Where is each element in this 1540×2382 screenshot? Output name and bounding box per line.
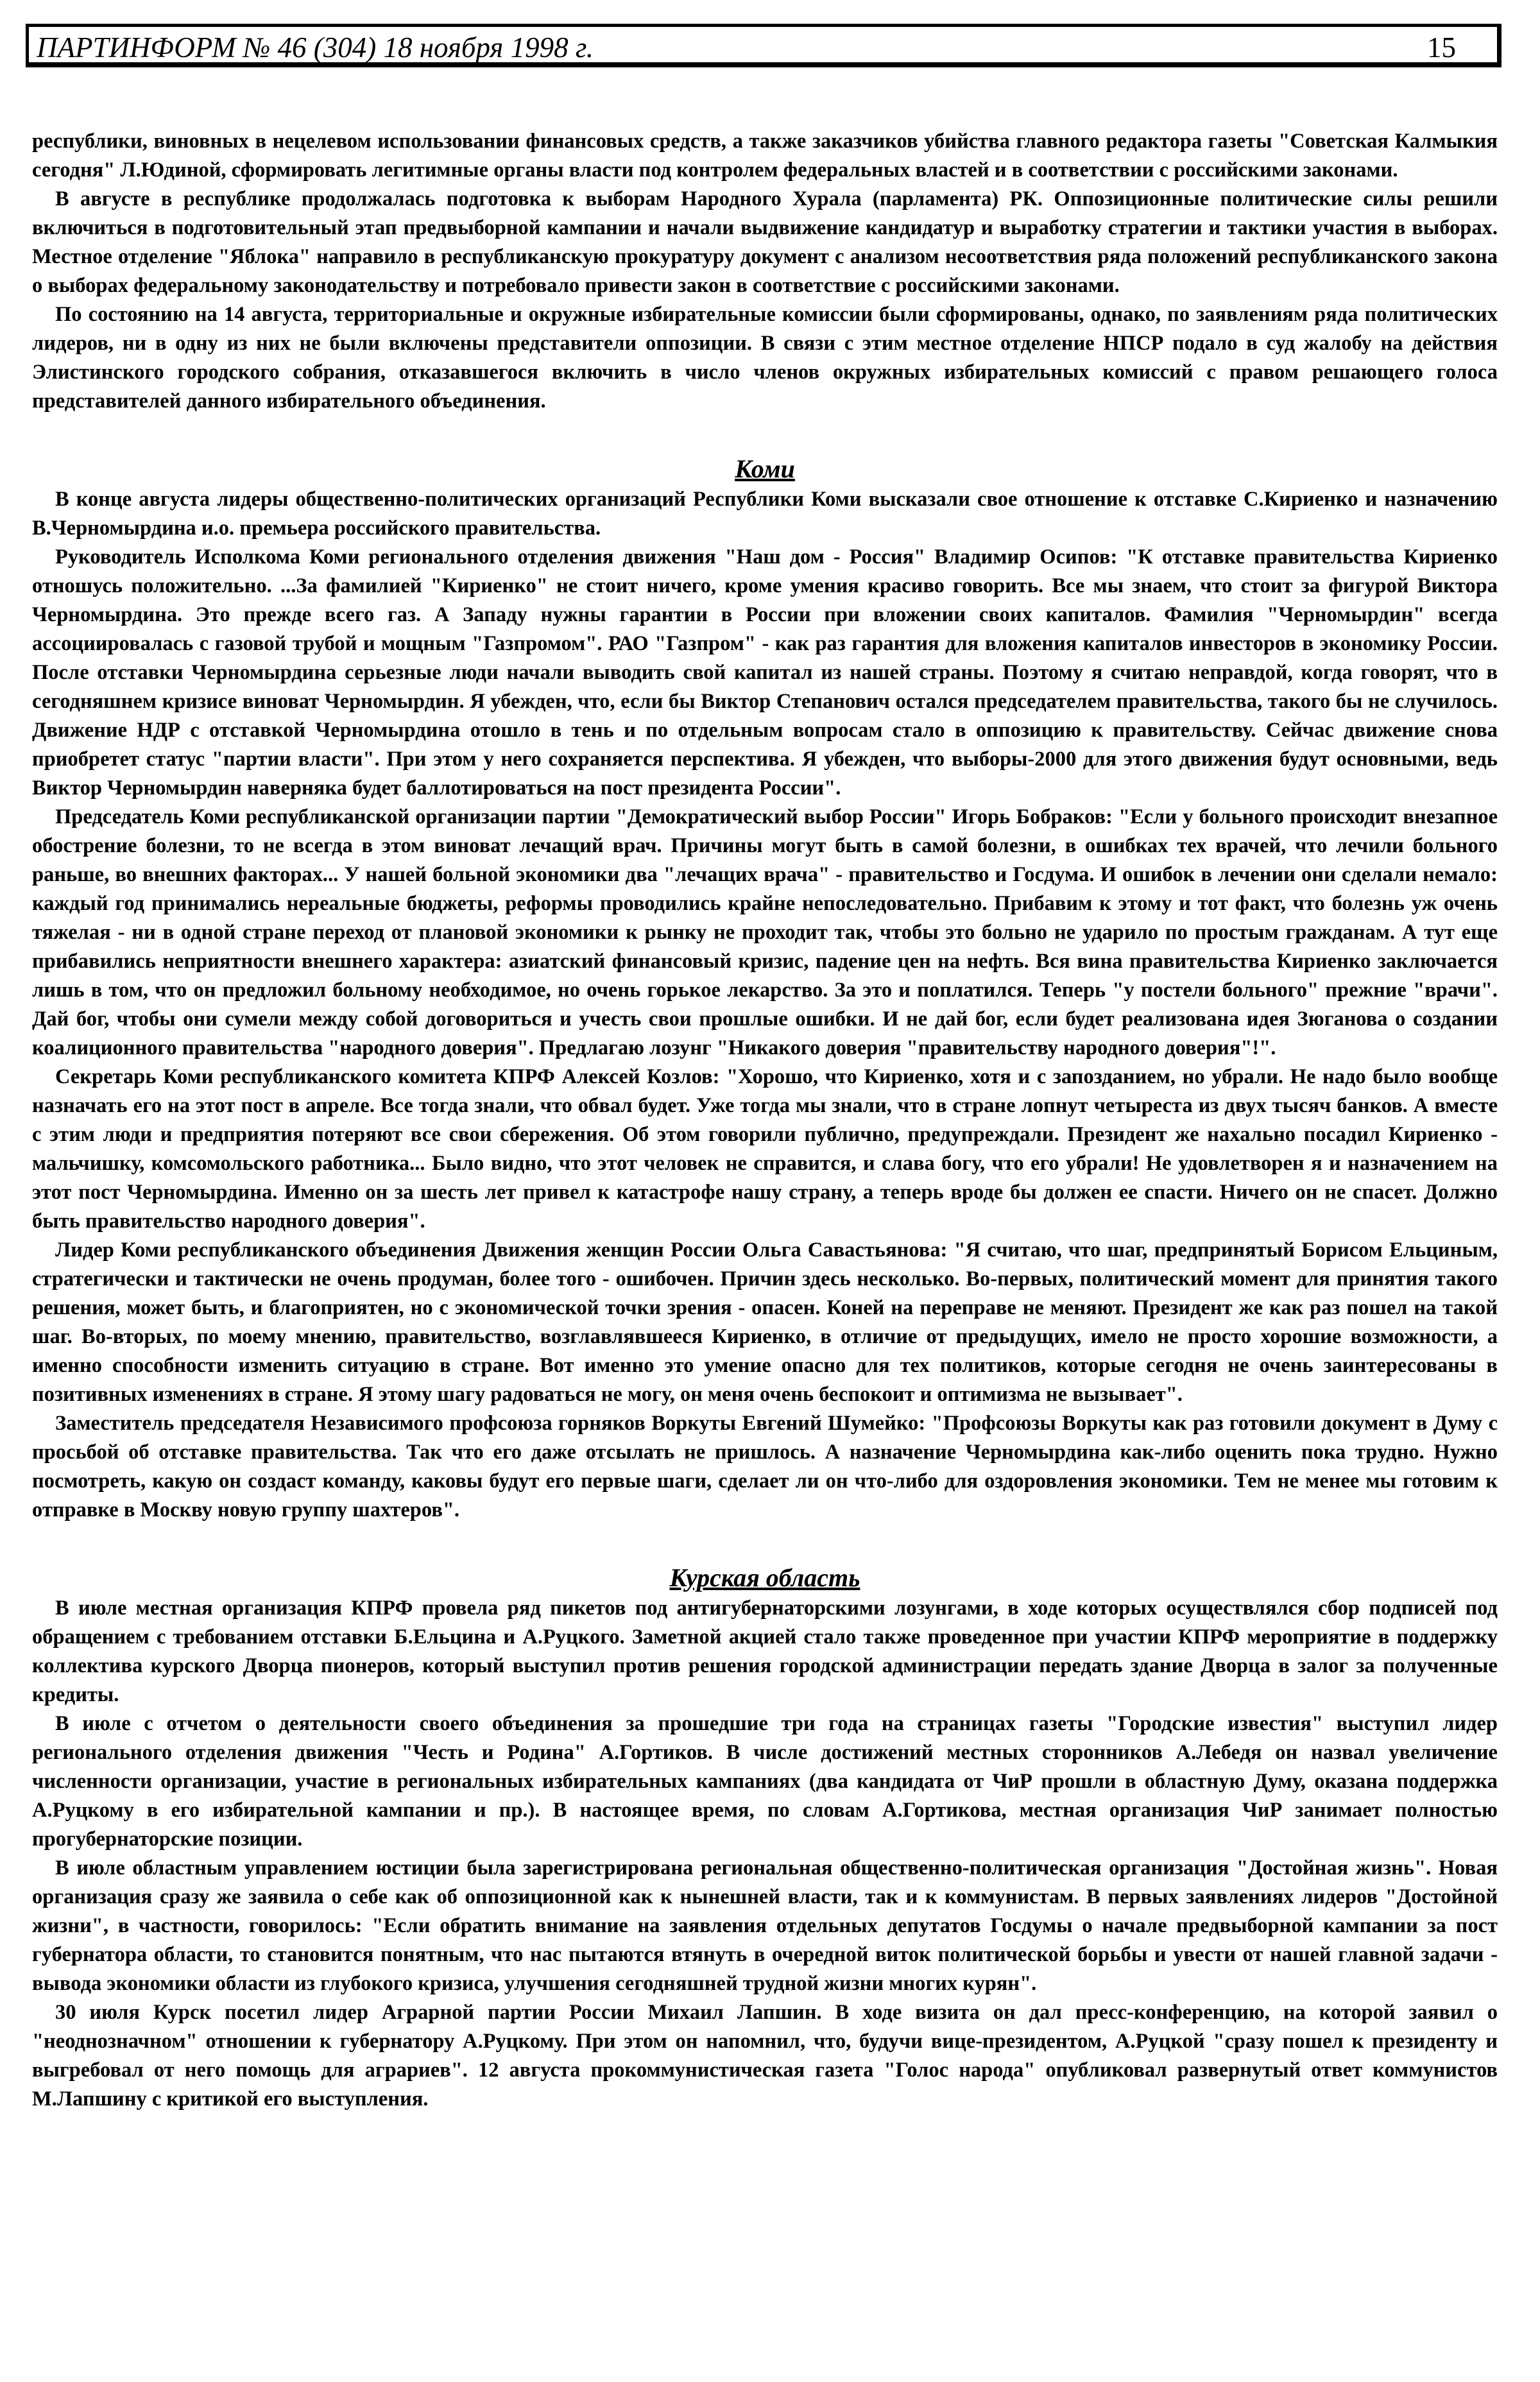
publication-title: ПАРТИНФОРМ № 46 (304) 18 ноября 1998 г. [37, 31, 594, 64]
paragraph: В августе в республике продолжалась подготовка к выборам Народного Хурала (парламента) РК. Оппозиционные политические силы решили включиться в подготовительный этап предвыборной кампании и начали выдвижение кандидатур и выработку стратегии и тактики участия в выборах. Местное отделение "Яблока" направило в республиканскую прокуратуру документ с анализом несоответствия ряда положений республиканского закона о выборах федеральному законодательству и потребовало привести закон в соответствие с российскими законами. [32, 187, 1498, 297]
section-title-komi: Коми [735, 454, 795, 483]
article-body [32, 127, 1498, 2114]
paragraph: Лидер Коми республиканского объединения Движения женщин России Ольга Савастьянова: "Я считаю, что шаг, предпринятый Борисом Ельциным, стратегически и тактически не очень продуман, более того - ошибочен. Причин здесь несколько. Во-первых, политический момент для принятия такого решения, может быть, и благоприятен, но с экономической точки зрения - опасен. Коней на переправе не меняют. Президент же как раз пошел на такой шаг. Во-вторых, по моему мнению, правительство, возглавлявшееся Кириенко, в отличие от предыдущих, имело не просто хорошие возможности, а именно способности изменить ситуацию в стране. Вот именно это умение опасно для тех политиков, которые сегодня не очень заинтересованы в позитивных изменениях в стране. Я этому шагу радоваться не могу, он меня очень беспокоит и оптимизма не вызывает". [32, 1238, 1498, 1406]
paragraph: В июле с отчетом о деятельности своего объединения за прошедшие три года на страницах газеты "Городские известия" выступил лидер регионального отделения движения "Честь и Родина" А.Гортиков. В числе достижений местных сторонников А.Лебедя он назвал увеличение численности организации, участие в региональных избирательных кампаниях (два кандидата от ЧиР прошли в областную Думу, оказана поддержка А.Руцкому в его избирательной кампании и пр.). В настоящее время, по словам А.Гортикова, местная организация ЧиР занимает полностью прогубернаторские позиции. [32, 1712, 1498, 1851]
paragraph: Руководитель Исполкома Коми регионального отделения движения "Наш дом - Россия" Владимир Осипов: "К отставке правительства Кириенко отношусь положительно. ...За фамилией "Кириенко" не стоит ничего, кроме умения красиво говорить. Все мы знаем, что стоит за фигурой Виктора Черномырдина. Это прежде всего газ. А Западу нужны гарантии в России при вложении своих капиталов. Фамилия "Черномырдин" всегда ассоциировалась с газовой трубой и мощным "Газпромом". РАО "Газпром" - как раз гарантия для вложения капиталов инвесторов в экономику России. После отставки Черномырдина серьезные люди начали выводить свой капитал из нашей страны. Поэтому я считаю неправдой, когда говорят, что в сегодняшнем кризисе виноват Черномырдин. Я убежден, что, если бы Виктор Степанович остался председателем правительства, такого бы не случилось. Движение НДР с отставкой Черномырдина отошло в тень и по отдельным вопросам стало в оппозицию к правительству. Сейчас движение снова приобретет статус "партии власти". При этом у него сохраняется перспектива. Я убежден, что выборы-2000 для этого движения будут основными, ведь Виктор Черномырдин наверняка будет баллотироваться на пост президента России". [32, 545, 1498, 800]
page-header [26, 24, 1502, 67]
paragraph: 30 июля Курск посетил лидер Аграрной партии России Михаил Лапшин. В ходе визита он дал пресс-конференцию, на которой заявил о "неоднозначном" отношении к губернатору А.Руцкому. При этом он напомнил, что, будучи вице-президентом, А.Руцкой "сразу пошел к президенту и выгребовал от него помощь для аграриев". 12 августа прокоммунистическая газета "Голос народа" опубликовал развернутый ответ коммунистов М.Лапшину с критикой его выступления. [32, 2001, 1498, 2111]
paragraph: По состоянию на 14 августа, территориальные и окружные избирательные комиссии были сформированы, однако, по заявлениям ряда политических лидеров, ни в одну из них не были включены представители оппозиции. В связи с этим местное отделение НПСР подало в суд жалобу на действия Элистинского городского собрания, отказавшегося включить в число членов окружных избирательных комиссий с правом решающего голоса представителей данного избирательного объединения. [32, 303, 1498, 413]
paragraph: Председатель Коми республиканской организации партии "Демократический выбор России" Игорь Бобраков: "Если у больного происходит внезапное обострение болезни, то не всегда в этом виноват лечащий врач. Причины могут быть в самой болезни, в ошибках тех врачей, что лечили больного раньше, во внешних факторах... У нашей больной экономики два "лечащих врача" - правительство и Госдума. И ошибок в лечении они сделали немало: каждый год принимались нереальные бюджеты, реформы проводились крайне непоследовательно. Прибавим к этому и тот факт, что болезнь уж очень тяжелая - ни в одной стране переход от плановой экономики к рынку не проходит так, чтобы это больно не ударило по простым гражданам. А тут еще прибавились неприятности внешнего характера: азиатский финансовый кризис, падение цен на нефть. Вся вина правительства Кириенко заключается лишь в том, что он предложил больному необходимое, но очень горькое лекарство. За это и поплатился. Теперь "у постели больного" прежние "врачи". Дай бог, чтобы они сумели между собой договориться и учесть свои прошлые ошибки. И не дай бог, если будет реализована идея Зюганова о создании коалиционного правительства "народного доверия". Предлагаю лозунг "Никакого доверия "правительству народного доверия"!". [32, 805, 1498, 1059]
page-number: 15 [1427, 31, 1456, 64]
paragraph: Заместитель председателя Независимого профсоюза горняков Воркуты Евгений Шумейко: "Профсоюзы Воркуты как раз готовили документ в Думу с просьбой об отставке правительства. Так что его даже отсылать не пришлось. А назначение Черномырдина как-либо оценить пока трудно. Нужно посмотреть, какую он создаст команду, каковы будут его первые шаги, сделает ли он что-либо для оздоровления экономики. Тем не менее мы готовим к отправке в Москву новую группу шахтеров". [32, 1412, 1498, 1521]
paragraph: В конце августа лидеры общественно-политических организаций Республики Коми высказали свое отношение к отставке С.Кириенко и назначению В.Черномырдина и.о. премьера российского правительства. [32, 488, 1498, 540]
section-title-kursk: Курская область [669, 1563, 860, 1592]
paragraph: республики, виновных в нецелевом использовании финансовых средств, а также заказчиков убийства главного редактора газеты "Советская Калмыкия сегодня" Л.Юдиной, сформировать легитимные органы власти под контролем федеральных властей и в соответствии с российскими законами. [32, 130, 1498, 182]
paragraph: В июле областным управлением юстиции была зарегистрирована региональная общественно-политическая организация "Достойная жизнь". Новая организация сразу же заявила о себе как об оппозиционной как к нынешней власти, так и к коммунистам. В первых заявлениях лидеров "Достойной жизни", в частности, говорилось: "Если обратить внимание на заявления отдельных депутатов Госдумы о начале предвыборной кампании за пост губернатора области, то становится понятным, что нас пытаются втянуть в очередной виток политической борьбы и увести от нашей главной задачи - вывода экономики области из глубокого кризиса, улучшения сегодняшней трудной жизни многих курян". [32, 1856, 1498, 1995]
paragraph: В июле местная организация КПРФ провела ряд пикетов под антигубернаторскими лозунгами, в ходе которых осуществлялся сбор подписей под обращением с требованием отставки Б.Ельцина и А.Руцкого. Заметной акцией стало также проведенное при участии КПРФ мероприятие в поддержку коллектива курского Дворца пионеров, который выступил против решения городской администрации передать здание Дворца в залог за полученные кредиты. [32, 1597, 1498, 1706]
paragraph: Секретарь Коми республиканского комитета КПРФ Алексей Козлов: "Хорошо, что Кириенко, хотя и с запозданием, но убрали. Не надо было вообще назначать его на этот пост в апреле. Все тогда знали, что обвал будет. Уже тогда мы знали, что в стране лопнут четыреста из двух тысяч банков. А вместе с этим люди и предприятия потеряют все свои сбережения. Об этом говорили публично, предупреждали. Президент же нахально посадил Кириенко - мальчишку, комсомольского работника... Было видно, что этот человек не справится, и слава богу, что его убрали! Не удовлетворен я и назначением на этот пост Черномырдина. Именно он за шесть лет привел к катастрофе нашу страну, а теперь вроде бы должен ее спасти. Ничего он не спасет. Должно быть правительство народного доверия". [32, 1065, 1498, 1233]
